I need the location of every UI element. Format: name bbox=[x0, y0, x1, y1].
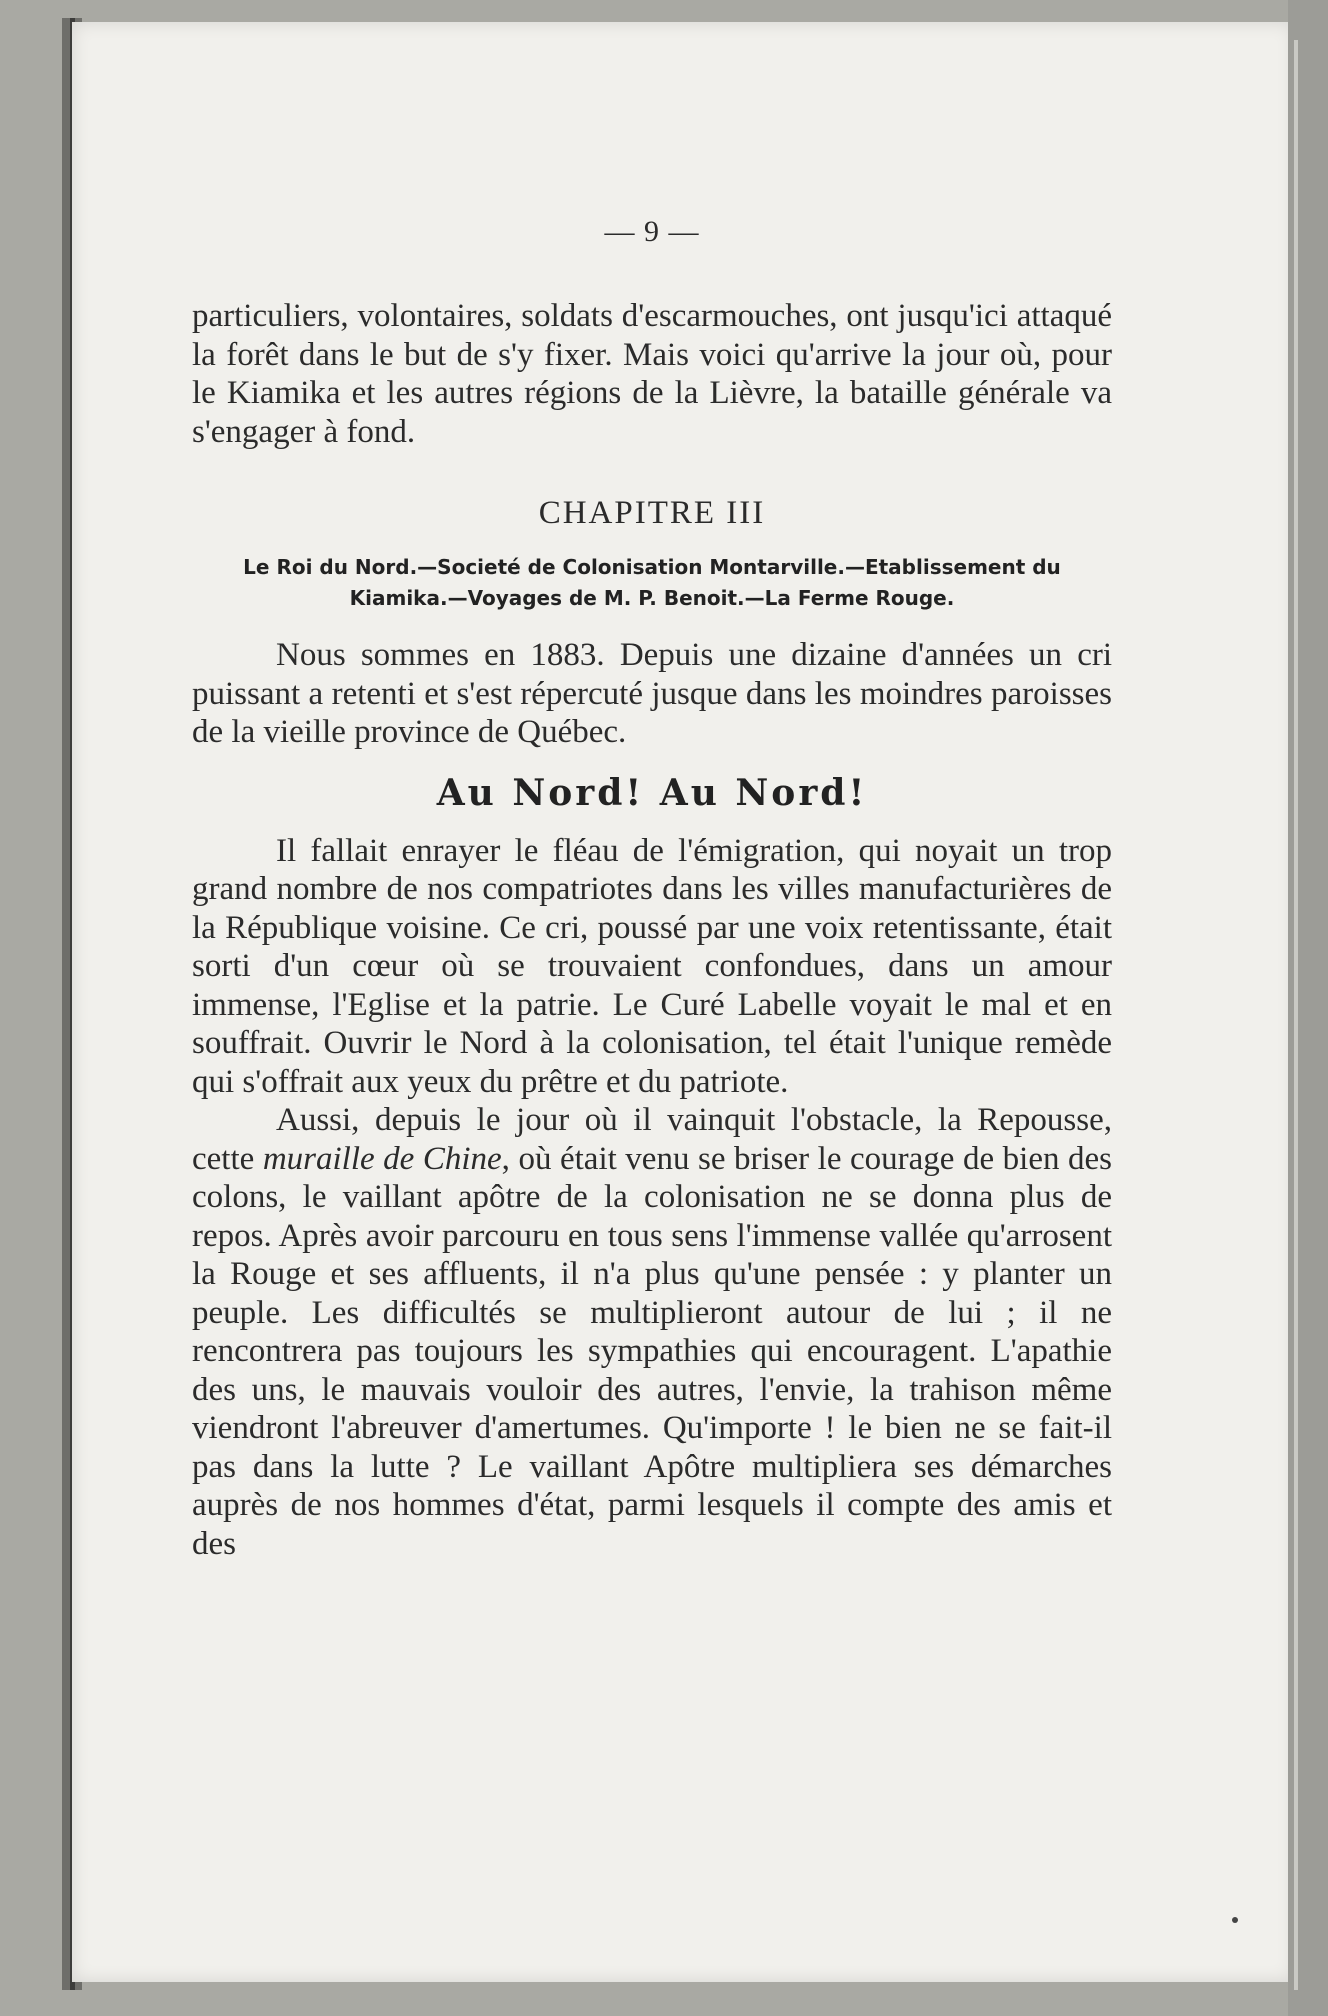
paragraph-apostle-end: , où était venu se briser le courage de bien des colons, le vaillant apôtre de la colonisation ne se donna plus de repos. Après avoir parcouru en tous sens l'immense vallée qu'arrosent la Rouge et ses affluents, il n'a plus qu'une pensée : y planter un peuple. Les difficultés se multiplieront autour de lui ; il ne rencontrera pas toujours les sympathies qui encouragent. L'apathie des uns, le mauvais vouloir des autres, l'envie, la trahison même viendront l'abreuver d'amertumes. Qu'importe ! le bien ne se fait-il pas dans la lutte ? Le vaillant Apôtre multipliera ses démarches auprès de nos hommes d'état, parmi lesquels il compte des amis et des bbox=[192, 1140, 1112, 1562]
paragraph-intro: Nous sommes en 1883. Depuis une dizaine d'années un cri puissant a retenti et s'est répercuté jusque dans les moindres paroisses de la vieille province de Québec. bbox=[192, 637, 1112, 750]
paragraph-emigration: Il fallait enrayer le fléau de l'émigration, qui noyait un trop grand nombre de nos compatriotes dans les villes manufacturières de la République voisine. Ce cri, poussé par une voix retentissante, était sorti d'un cœur où se trouvaient confondues, dans un amour immense, l'Eglise et la patrie. Le Curé Labelle voyait le mal et en souffrait. Ouvrir le Nord à la colonisation, tel était l'unique remède qui s'offrait aux yeux du prêtre et du patriote. bbox=[192, 832, 1112, 1100]
paragraph-apostle-start: Aussi, depuis le jour où il vainquit l'obstacle, la Repousse, cette bbox=[192, 1102, 1112, 1177]
page-right-edge bbox=[1288, 0, 1328, 2016]
ink-speck bbox=[1232, 1917, 1238, 1923]
page-text bbox=[192, 215, 1112, 1563]
chapter-title: CHAPITRE III bbox=[538, 495, 766, 531]
paragraph-continued: particuliers, volontaires, soldats d'escarmouches, ont jusqu'ici attaqué la forêt dans le but de s'y fixer. Mais voici qu'arrive la jour où, pour le Kiamika et les autres régions de la Lièvre, la bataille générale va s'engager à fond. bbox=[192, 298, 1112, 450]
paragraph-apostle bbox=[192, 1101, 1112, 1563]
page-number: — 9 — bbox=[604, 215, 700, 248]
section-headline: Au Nord! Au Nord! bbox=[436, 771, 868, 814]
chapter-summary: Le Roi du Nord.—Societé de Colonisation Montarville.—Etablissement du Kiamika.—Voyages de M. P. Benoit.—La Ferme Rouge. bbox=[243, 555, 1061, 610]
emphasis-muraille: muraille de Chine bbox=[262, 1140, 502, 1177]
